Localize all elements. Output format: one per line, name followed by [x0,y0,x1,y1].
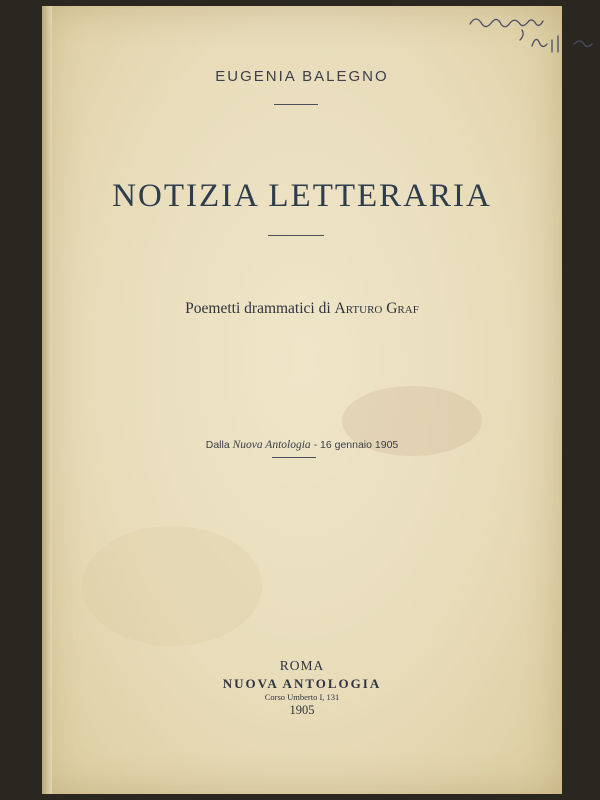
divider [268,235,324,236]
subtitle-author: Arturo Graf [334,300,419,317]
paper-stain [82,526,262,646]
book-title: NOTIZIA LETTERARIA [112,178,492,214]
imprint-publisher: NUOVA ANTOLOGIA [222,676,382,691]
book-cover [42,6,562,794]
source-journal: Nuova Antologia [232,439,311,451]
subtitle-prefix: Poemetti drammatici di [185,300,331,317]
book-subtitle [42,300,562,318]
divider [272,457,316,458]
source-prefix: Dalla [205,439,230,451]
divider [274,104,318,105]
source-line [42,439,562,451]
author-name: EUGENIA BALEGNO [215,68,389,85]
source-date: - 16 gennaio 1905 [313,439,399,451]
imprint-address: Corso Umberto I, 131 [264,692,340,702]
imprint-city: ROMA [279,658,325,673]
handwritten-inscription [462,6,600,66]
imprint-year: 1905 [289,703,315,717]
